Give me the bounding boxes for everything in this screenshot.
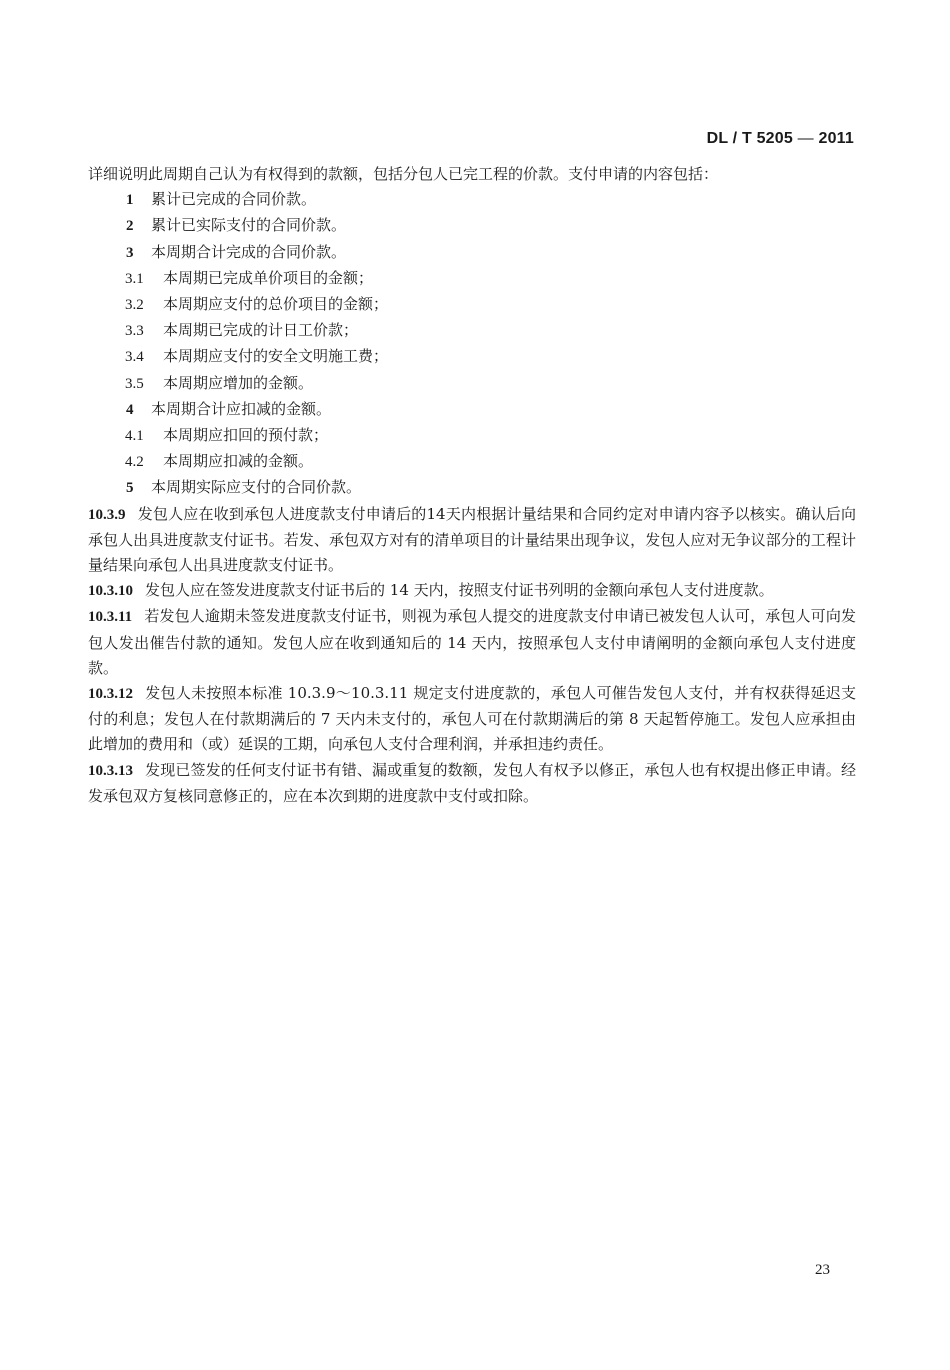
list-item (88, 187, 856, 213)
list-item-text: 累计已实际支付的合同价款。 (151, 216, 347, 235)
standard-year: 2011 (818, 130, 854, 147)
list-item-number: 4.1 (125, 428, 144, 445)
clause-number: 10.3.9 (88, 506, 126, 523)
clause-10-3-11 (88, 604, 856, 681)
list-item-number: 4 (126, 401, 134, 418)
clause-10-3-13 (88, 758, 856, 809)
list-item-text: 本周期合计完成的合同价款。 (151, 242, 347, 261)
clause-10-3-9 (88, 502, 856, 579)
list-item-text: 本周期应扣减的金额。 (163, 452, 314, 471)
clause-text: 发现已签发的任何支付证书有错、漏或重复的数额，发包人有权予以修正，承包人也有权提出修正申请。经发承包双方复核同意修正的，应在本次到期的进度款中支付或扣除。 (88, 760, 856, 805)
list-item (88, 423, 856, 449)
list-item-number: 3.1 (125, 270, 144, 287)
payment-application-items (88, 187, 856, 501)
list-item-text: 本周期合计应扣减的金额。 (151, 399, 332, 418)
list-item (88, 266, 856, 292)
list-item-number: 1 (126, 192, 134, 209)
standard-code: DL / T 5205 (706, 130, 793, 147)
list-item-number: 3.3 (125, 323, 144, 340)
list-item-text: 本周期应增加的金额。 (163, 373, 314, 392)
list-item-number: 3.4 (125, 349, 144, 366)
list-item-text: 累计已完成的合同价款。 (151, 190, 317, 209)
list-item-number: 2 (126, 218, 134, 235)
clause-number: 10.3.11 (88, 609, 133, 626)
clause-number: 10.3.12 (88, 686, 133, 703)
list-item (88, 449, 856, 475)
list-item (88, 344, 856, 370)
list-item-number: 4.2 (125, 454, 144, 471)
list-item-text: 本周期实际应支付的合同价款。 (151, 478, 362, 497)
list-item (88, 475, 856, 501)
list-item-number: 3.5 (125, 375, 144, 392)
list-item (88, 318, 856, 344)
list-item-number: 5 (126, 480, 134, 497)
list-item-number: 3 (126, 244, 134, 261)
clause-number: 10.3.13 (88, 762, 133, 779)
clause-10-3-10 (88, 578, 856, 604)
list-item-text: 本周期应支付的总价项目的金额； (163, 295, 389, 314)
clause-list (88, 502, 856, 809)
list-item-number: 3.2 (125, 297, 144, 314)
list-item (88, 213, 856, 239)
list-item-text: 本周期应支付的安全文明施工费； (163, 347, 389, 366)
header-dash: — (792, 130, 819, 147)
list-item (88, 292, 856, 318)
list-item-text: 本周期应扣回的预付款； (163, 426, 329, 445)
list-item (88, 397, 856, 423)
document-body (88, 162, 856, 809)
page-number: 23 (815, 1262, 830, 1278)
list-item (88, 371, 856, 397)
clause-text: 若发包人逾期未签发进度款支付证书，则视为承包人提交的进度款支付申请已被发包人认可，承包人可向发包人发出催告付款的通知。发包人应在收到通知后的 14 天内，按照承包人支付申请阐明的金额向承包人支付进度款。 (88, 607, 856, 677)
list-item (88, 240, 856, 266)
clause-text: 发包人未按照本标准 10.3.9～10.3.11 规定支付进度款的，承包人可催告发包人支付，并有权获得延迟支付的利息；发包人在付款期满后的 7 天内未支付的，承包人可在付款期满后的第 8 天起暂停施工。发包人应承担由此增加的费用和（或）延误的工期，向承包人支付合理利润，并承担违约责任。 (88, 684, 856, 754)
intro-line: 详细说明此周期自己认为有权得到的款额，包括分包人已完工程的价款。支付申请的内容包括： (88, 165, 719, 183)
clause-text: 发包人应在签发进度款支付证书后的 14 天内，按照支付证书列明的金额向承包人支付进度款。 (145, 581, 774, 600)
standard-code-header (707, 130, 854, 148)
clause-10-3-12 (88, 681, 856, 758)
clause-number: 10.3.10 (88, 583, 133, 600)
list-item-text: 本周期已完成单价项目的金额； (163, 268, 374, 287)
clause-text: 发包人应在收到承包人进度款支付申请后的14天内根据计量结果和合同约定对申请内容予以核实。确认后向承包人出具进度款支付证书。若发、承包双方对有的清单项目的计量结果出现争议，发包人应对无争议部分的工程计量结果向承包人出具进度款支付证书。 (88, 504, 856, 575)
list-item-text: 本周期已完成的计日工价款； (163, 321, 359, 340)
